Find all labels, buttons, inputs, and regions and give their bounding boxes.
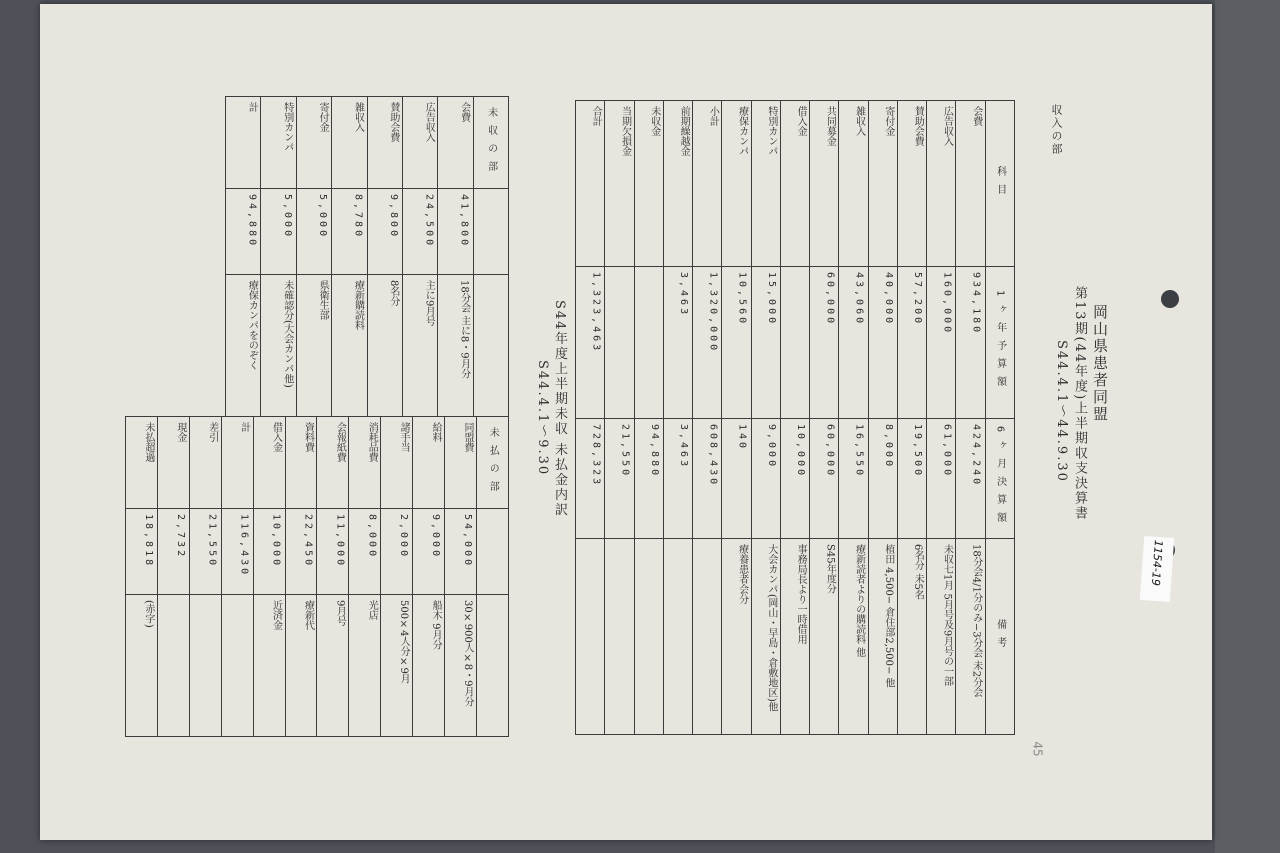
table-cell: 3,463 xyxy=(663,419,692,539)
table-cell: 40,000 xyxy=(868,267,897,419)
table-cell: 140 xyxy=(722,419,751,539)
table-cell: 植田 4,500− 倉住部2,500− 他 xyxy=(868,539,897,735)
table-cell: 500×4人分×9月 xyxy=(381,595,413,737)
background-edge xyxy=(1215,0,1280,853)
table-cell: 934,180 xyxy=(956,267,985,419)
table-cell: 主に9月号 xyxy=(402,275,437,417)
header-cell xyxy=(473,275,508,417)
table-cell: 11,000 xyxy=(317,509,349,595)
table-cell: 差引 xyxy=(189,417,221,509)
header-cell xyxy=(476,595,508,737)
table-cell: 療保カンパをのぞく xyxy=(226,275,261,417)
table-cell: 療保カンパ xyxy=(722,101,751,267)
header-cell: 科目 xyxy=(985,101,1014,267)
table-cell xyxy=(634,267,663,419)
table-cell: 会報紙費 xyxy=(317,417,349,509)
table-cell: 54,000 xyxy=(445,509,477,595)
table-cell xyxy=(605,539,634,735)
table-cell: 424,240 xyxy=(956,419,985,539)
table-cell: 会費 xyxy=(438,97,473,189)
table-cell: 療新読者よりの購読料 他 xyxy=(839,539,868,735)
table-cell: 3,463 xyxy=(663,267,692,419)
table-cell: 2,000 xyxy=(381,509,413,595)
table-cell: 前期繰越金 xyxy=(663,101,692,267)
table-cell: 未収金 xyxy=(634,101,663,267)
table-cell: 57,200 xyxy=(897,267,926,419)
header-cell: 未払の部 xyxy=(476,417,508,509)
doc-subtitle: 第13期(44年度)上半期収支決算書 xyxy=(1072,286,1087,522)
header-cell xyxy=(473,189,508,275)
table-cell xyxy=(693,539,722,735)
table-cell: 18分会 主に8・9月分 xyxy=(438,275,473,417)
table-cell: 賛助会費 xyxy=(897,101,926,267)
table-cell: 8,000 xyxy=(349,509,381,595)
table-cell: 特別カンパ xyxy=(261,97,296,189)
doc-period: S44.4.1〜44.9.30 xyxy=(1054,340,1069,483)
table-cell: 1,320,000 xyxy=(693,267,722,419)
table-cell: 広告収入 xyxy=(402,97,437,189)
table-cell: 94,880 xyxy=(226,189,261,275)
table-cell: 広告収入 xyxy=(927,101,956,267)
unpaid-title: S44年度上半期未収 未払金内訳 xyxy=(552,300,567,518)
table-cell: 30×900人×8・9月分 xyxy=(445,595,477,737)
table-cell: 未払超過 xyxy=(126,417,158,509)
table-cell: 諸手当 xyxy=(381,417,413,509)
payables-table xyxy=(125,416,509,737)
header-cell: 未収の部 xyxy=(473,97,508,189)
table-cell: 大会カンパ(岡山・早島・倉敷地区)他 xyxy=(751,539,780,735)
table-cell: 22,450 xyxy=(285,509,317,595)
table-cell: 当期欠損金 xyxy=(605,101,634,267)
table-cell: 近済金 xyxy=(253,595,285,737)
table-cell: 19,500 xyxy=(897,419,926,539)
table-cell: 18分会4/1分のみ−3分会 未2分会 xyxy=(956,539,985,735)
doc-title: 岡山県患者同盟 xyxy=(1091,304,1109,423)
table-cell: 雑収入 xyxy=(839,101,868,267)
table-cell: 小計 xyxy=(693,101,722,267)
table-cell: (赤字) xyxy=(126,595,158,737)
receivables-table xyxy=(225,96,509,417)
table-cell: 41,800 xyxy=(438,189,473,275)
table-cell xyxy=(605,267,634,419)
table-cell: 借入金 xyxy=(780,101,809,267)
table-cell: 光店 xyxy=(349,595,381,737)
table-cell: 特別カンパ xyxy=(751,101,780,267)
section-label: 収入の部 xyxy=(1050,104,1063,156)
table-cell: 県衛生部 xyxy=(296,275,331,417)
table-cell: 8,000 xyxy=(868,419,897,539)
table-cell: 21,550 xyxy=(189,509,221,595)
income-table xyxy=(575,100,1015,735)
table-cell xyxy=(189,595,221,737)
table-cell: 資料費 xyxy=(285,417,317,509)
table-cell: 9,800 xyxy=(367,189,402,275)
table-cell: 事務局長より一時借用 xyxy=(780,539,809,735)
table-cell xyxy=(634,539,663,735)
table-cell: 借入金 xyxy=(253,417,285,509)
header-cell: 備考 xyxy=(985,539,1014,735)
table-cell: 9,000 xyxy=(751,419,780,539)
table-cell: 療養患者会分 xyxy=(722,539,751,735)
table-cell: 賛助会費 xyxy=(367,97,402,189)
table-cell: 10,560 xyxy=(722,267,751,419)
table-cell: 同盟費 xyxy=(445,417,477,509)
punch-hole xyxy=(1161,290,1179,308)
header-cell xyxy=(476,509,508,595)
table-cell: 15,000 xyxy=(751,267,780,419)
table-cell: 16,550 xyxy=(839,419,868,539)
table-cell: S45年度分 xyxy=(810,539,839,735)
table-cell: 18,818 xyxy=(126,509,158,595)
table-cell: 10,000 xyxy=(253,509,285,595)
table-cell: 9月号 xyxy=(317,595,349,737)
table-cell: 会費 xyxy=(956,101,985,267)
table-cell: 8名分 xyxy=(367,275,402,417)
table-cell: 8,780 xyxy=(332,189,367,275)
table-cell: 6名分 未5名 xyxy=(897,539,926,735)
table-cell: 60,000 xyxy=(810,419,839,539)
table-cell: 消耗品費 xyxy=(349,417,381,509)
table-cell: 給料 xyxy=(413,417,445,509)
table-cell xyxy=(576,539,605,735)
table-cell: 24,500 xyxy=(402,189,437,275)
table-cell xyxy=(780,267,809,419)
table-cell: 1,323,463 xyxy=(576,267,605,419)
table-cell: 寄付金 xyxy=(868,101,897,267)
table-cell: 160,000 xyxy=(927,267,956,419)
table-cell: 61,000 xyxy=(927,419,956,539)
table-cell: 21,550 xyxy=(605,419,634,539)
unpaid-period: S44.4.1〜9.30 xyxy=(535,360,550,477)
table-cell: 9,000 xyxy=(413,509,445,595)
table-cell: 療新購読料 xyxy=(332,275,367,417)
table-cell: 728,323 xyxy=(576,419,605,539)
table-cell: 現金 xyxy=(157,417,189,509)
table-cell: 寄付金 xyxy=(296,97,331,189)
table-cell: 5,000 xyxy=(296,189,331,275)
table-cell: 10,000 xyxy=(780,419,809,539)
table-cell: 43,060 xyxy=(839,267,868,419)
table-cell xyxy=(221,595,253,737)
table-cell xyxy=(157,595,189,737)
table-cell: 未確認分(大会カンパ他) xyxy=(261,275,296,417)
table-cell: 60,000 xyxy=(810,267,839,419)
handwritten-stamp: 1154-19 xyxy=(1140,536,1174,602)
table-cell xyxy=(663,539,692,735)
header-cell: 6ヶ月決算額 xyxy=(985,419,1014,539)
table-cell: 5,000 xyxy=(261,189,296,275)
header-cell: 1ヶ年予算額 xyxy=(985,267,1014,419)
document-sheet xyxy=(40,4,1212,840)
table-cell: 2,732 xyxy=(157,509,189,595)
table-cell: 船木 9月分 xyxy=(413,595,445,737)
table-cell: 608,430 xyxy=(693,419,722,539)
table-cell: 療新代 xyxy=(285,595,317,737)
table-cell: 116,430 xyxy=(221,509,253,595)
table-cell: 合計 xyxy=(576,101,605,267)
table-cell: 94,880 xyxy=(634,419,663,539)
table-cell: 未収七1月 5月号及9月号の一部 xyxy=(927,539,956,735)
table-cell: 雑収入 xyxy=(332,97,367,189)
table-cell: 共同募金 xyxy=(810,101,839,267)
pencil-mark: 45 xyxy=(1030,741,1045,757)
table-cell: 計 xyxy=(221,417,253,509)
table-cell: 計 xyxy=(226,97,261,189)
